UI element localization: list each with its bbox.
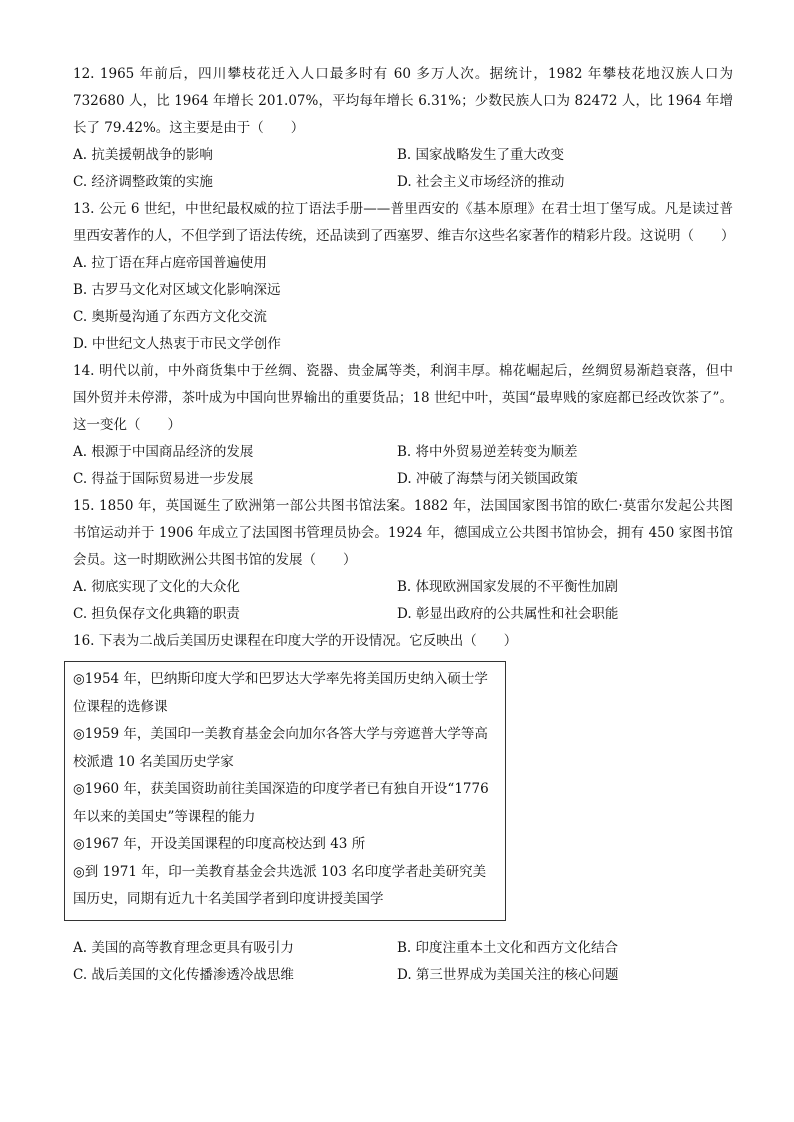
question-14-option-c[interactable]: C. 得益于国际贸易进一步发展 (73, 471, 254, 487)
question-15-stem: 15. 1850 年，英国诞生了欧洲第一部公共图书馆法案。1882 年，法国国家图书馆的欧仁·莫雷尔发起公共图书馆运动并于 1906 年成立了法国图书管理员协会。1924 年，德国成立公共图书馆协会，拥有 450 家图书馆会员。这一时期欧洲公共图书馆的发展（ ） (73, 498, 733, 568)
question-12-option-d[interactable]: D. 社会主义市场经济的推动 (397, 174, 565, 190)
question-14-option-a[interactable]: A. 根源于中国商品经济的发展 (73, 444, 254, 460)
question-13 (73, 196, 733, 358)
question-16-option-c[interactable]: C. 战后美国的文化传播渗透冷战思维 (73, 966, 294, 983)
table-row: ◎1954 年，巴纳斯印度大学和巴罗达大学率先将美国历史纳入硕士学位课程的选修课 (73, 671, 488, 715)
question-15 (73, 493, 733, 628)
question-14-stem: 14. 明代以前，中外商货集中于丝绸、瓷器、贵金属等类，利润丰厚。棉花崛起后，丝绸贸易渐趋衰落，但中国外贸并未停滞，茶叶成为中国向世界输出的重要货品；18 世纪中叶，英国“最卑贱的家庭都已经改饮茶了”。这一变化（ ） (73, 363, 733, 433)
question-16-option-a[interactable]: A. 美国的高等教育理念更具有吸引力 (73, 939, 294, 956)
question-13-option-a[interactable]: A. 拉丁语在拜占庭帝国普遍使用 (73, 255, 267, 271)
table-row: ◎1959 年，美国印一美教育基金会向加尔各答大学与旁遮普大学等高校派遣 10 名美国历史学家 (73, 726, 488, 770)
question-15-option-c[interactable]: C. 担负保存文化典籍的职责 (73, 606, 240, 622)
question-14-option-b[interactable]: B. 将中外贸易逆差转变为顺差 (397, 444, 578, 460)
question-12-options-row-1 (73, 142, 733, 169)
question-13-option-b[interactable]: B. 古罗马文化对区域文化影响深远 (73, 282, 281, 298)
question-13-stem: 13. 公元 6 世纪，中世纪最权威的拉丁语法手册——普里西安的《基本原理》在君士坦丁堡写成。凡是读过普里西安著作的人，不但学到了语法传统，还品读到了西塞罗、维吉尔这些名家著作的精彩片段。这说明（ ） (73, 201, 735, 244)
exam-page (73, 61, 733, 989)
table-row: ◎1960 年，获美国资助前往美国深造的印度学者已有独自开设“1776 年以来的美国史”等课程的能力 (73, 781, 489, 825)
table-row: ◎到 1971 年，印一美教育基金会共选派 103 名印度学者赴美研究美国历史，同期有近九十名美国学者到印度讲授美国学 (73, 863, 487, 907)
question-15-option-a[interactable]: A. 彻底实现了文化的大众化 (73, 579, 240, 595)
question-16-option-b[interactable]: B. 印度注重本土文化和西方文化结合 (397, 939, 619, 956)
question-15-options-row-1 (73, 574, 733, 601)
question-16-option-d[interactable]: D. 第三世界成为美国关注的核心问题 (397, 966, 619, 983)
question-16-stem: 16. 下表为二战后美国历史课程在印度大学的开设情况。它反映出（ ） (73, 633, 518, 649)
question-14-options-row-2 (73, 466, 733, 493)
question-14-options-row-1 (73, 439, 733, 466)
spacer (73, 921, 733, 935)
question-12-option-a[interactable]: A. 抗美援朝战争的影响 (73, 147, 213, 163)
table-row: ◎1967 年，开设美国课程的印度高校达到 43 所 (73, 836, 366, 852)
question-12-option-c[interactable]: C. 经济调整政策的实施 (73, 174, 213, 190)
question-15-option-b[interactable]: B. 体现欧洲国家发展的不平衡性加剧 (397, 579, 619, 595)
question-15-option-d[interactable]: D. 彰显出政府的公共属性和社会职能 (397, 606, 619, 622)
question-16 (73, 628, 733, 989)
question-12-option-b[interactable]: B. 国家战略发生了重大改变 (397, 147, 565, 163)
question-12-stem: 12. 1965 年前后，四川攀枝花迁入人口最多时有 60 多万人次。据统计，1982 年攀枝花地汉族人口为 732680 人，比 1964 年增长 201.07%，平均每年增长 6.31%；少数民族人口为 82472 人，比 1964 年增长了 79.42%。这主要是由于（ ） (73, 66, 733, 136)
question-13-option-d[interactable]: D. 中世纪文人热衷于市民文学创作 (73, 336, 281, 352)
question-15-options-row-2 (73, 601, 733, 628)
question-12-options-row-2 (73, 169, 733, 196)
question-14 (73, 358, 733, 493)
question-12 (73, 61, 733, 196)
question-16-options-row-2 (73, 962, 733, 989)
question-13-option-c[interactable]: C. 奥斯曼沟通了东西方文化交流 (73, 309, 267, 325)
question-16-options-row-1 (73, 935, 733, 962)
question-14-option-d[interactable]: D. 冲破了海禁与闭关锁国政策 (397, 471, 578, 487)
question-16-table (64, 661, 506, 921)
